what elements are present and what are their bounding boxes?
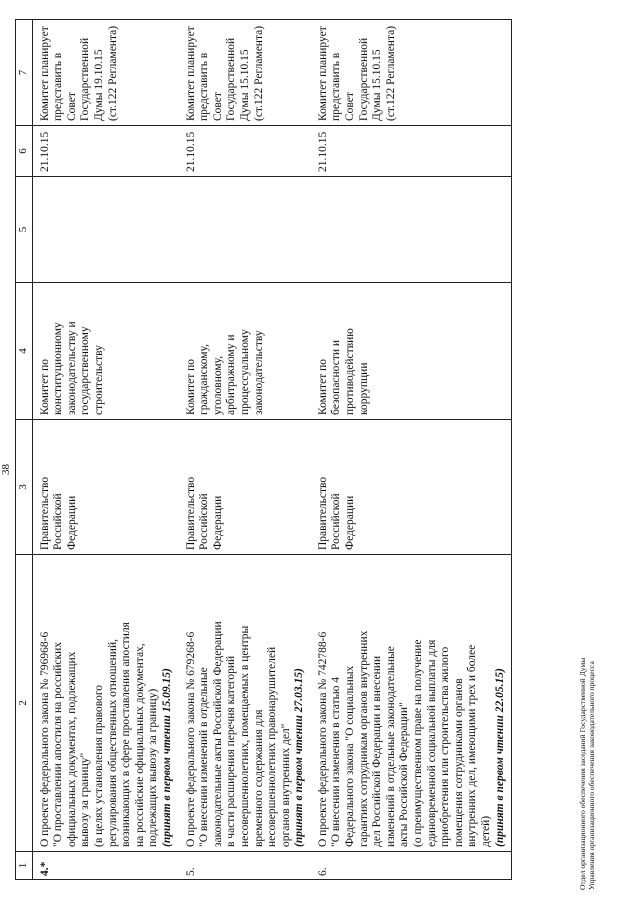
description-line: на российские официальных документах, bbox=[133, 643, 146, 847]
row-number: 4.* bbox=[32, 852, 178, 880]
first-reading-note: (принят в первом чтении 27.03.15) bbox=[293, 668, 306, 847]
header-cell: 3 bbox=[16, 420, 33, 555]
description-line: регулирования общественных отношений, bbox=[106, 639, 119, 847]
bill-description bbox=[179, 555, 311, 852]
date-cell: 21.10.15 bbox=[179, 126, 311, 177]
row-number: 6. bbox=[311, 852, 512, 880]
note-line: представить в Совет bbox=[52, 52, 78, 121]
committee-line: безопасности и bbox=[330, 339, 343, 415]
author-line: Федерации bbox=[211, 495, 224, 550]
author-line: Российской bbox=[198, 493, 211, 550]
note-line: представить в Совет bbox=[330, 52, 357, 121]
note-line: (ст.122 Регламента) bbox=[384, 25, 397, 121]
col5-cell bbox=[32, 177, 178, 283]
row-number: 5. bbox=[179, 852, 311, 880]
description-line: (о преимущественном праве на получение bbox=[412, 639, 425, 847]
description-line: несовершеннолетних, помещаемых в центры bbox=[238, 625, 251, 847]
author-line: Правительство bbox=[184, 476, 197, 550]
author-line: Правительство bbox=[316, 476, 329, 550]
col5-cell bbox=[311, 177, 512, 283]
author-line: Федерации bbox=[65, 495, 78, 550]
bill-description bbox=[32, 555, 178, 852]
description-line: единовременной социальной выплаты для bbox=[425, 639, 438, 847]
committee bbox=[311, 283, 512, 420]
note-line: Комитет планирует bbox=[316, 26, 329, 121]
note-cell bbox=[311, 20, 512, 126]
footer-line: Отдел организационного обеспечения заседаний Государственной Думы bbox=[578, 657, 587, 890]
committee bbox=[179, 283, 311, 420]
note-line: Государственной bbox=[357, 37, 370, 121]
header-row bbox=[16, 20, 33, 880]
committee-line: Комитет по bbox=[38, 359, 51, 415]
col5-cell bbox=[179, 177, 311, 283]
author-line: Российской bbox=[330, 493, 343, 550]
description-line: приобретения или строительства жилого bbox=[439, 646, 452, 847]
first-reading-note: (принят в первом чтении 15.09.15) bbox=[160, 668, 173, 847]
header-cell: 1 bbox=[16, 852, 33, 880]
committee-line: государственному bbox=[79, 326, 92, 415]
description-line: О проекте федерального закона № 679268-6 bbox=[184, 631, 197, 847]
description-line: помещения сотрудниками органов bbox=[452, 678, 465, 847]
header-cell: 5 bbox=[16, 177, 33, 283]
note-line: представить в Совет bbox=[198, 52, 224, 121]
description-line: вывозу за границу" bbox=[79, 752, 92, 847]
footer-line: Управления организационного обеспечения законодательного процесса bbox=[587, 661, 596, 890]
date-cell: 21.10.15 bbox=[32, 126, 178, 177]
committee bbox=[32, 283, 178, 420]
author-line: Федерации bbox=[344, 495, 357, 550]
committee-line: уголовному, bbox=[211, 355, 224, 415]
committee-line: процессуальному bbox=[238, 329, 251, 415]
description-line: О проекте федерального закона № 796968-6 bbox=[38, 631, 51, 847]
header-cell: 4 bbox=[16, 283, 33, 420]
header-cell: 7 bbox=[16, 20, 33, 126]
footer bbox=[578, 658, 596, 890]
description-line: (в целях установления правового bbox=[92, 684, 105, 847]
description-line: подлежащих вывозу за границу) bbox=[147, 688, 160, 847]
description-line: гарантиях сотрудникам органов внутренних bbox=[357, 630, 370, 847]
description-line: "О внесении изменений в отдельные bbox=[198, 667, 211, 847]
description-line: несовершеннолетних правонарушителей bbox=[266, 646, 279, 847]
note-line: (ст.122 Регламента) bbox=[252, 25, 265, 121]
committee-line: законодательству и bbox=[65, 321, 78, 415]
description-line: органов внутренних дел" bbox=[279, 723, 292, 847]
description-line: официальных документах, подлежащих bbox=[65, 651, 78, 847]
note-line: Думы 19.10.15 bbox=[92, 49, 105, 121]
note-line: Комитет планирует bbox=[38, 26, 51, 121]
author-line: Правительство bbox=[38, 476, 51, 550]
description-line: детей) bbox=[480, 815, 492, 847]
committee-line: коррупции bbox=[357, 362, 370, 415]
committee-line: Комитет по bbox=[316, 359, 329, 415]
bill-description bbox=[311, 555, 512, 852]
committee-line: строительству bbox=[92, 345, 105, 415]
page-number: 38 bbox=[0, 464, 12, 475]
note-line: Думы 15.10.15 bbox=[238, 49, 251, 121]
description-line: возникающих в сфере проставления апостиля bbox=[120, 622, 133, 847]
description-line: акты Российской Федерации" bbox=[398, 702, 411, 847]
table-row bbox=[32, 20, 178, 880]
committee-line: законодательству bbox=[252, 330, 265, 415]
description-line: внутренних дел, имеющими трех и более bbox=[466, 644, 479, 847]
description-line: "О внесении изменения в статью 4 bbox=[330, 676, 343, 847]
note-line: Государственной bbox=[79, 37, 92, 121]
description-line: в части расширения перечня категорий bbox=[225, 655, 238, 847]
bill-author bbox=[179, 420, 311, 555]
author-line: Российской bbox=[52, 493, 65, 550]
first-reading-note: (принят в первом чтении 22.05.15) bbox=[493, 668, 506, 847]
note-line: Государственной bbox=[225, 37, 238, 121]
committee-line: Комитет по bbox=[184, 359, 197, 415]
description-line: законодательные акты Российской Федерации bbox=[211, 621, 224, 847]
table-row bbox=[179, 20, 311, 880]
committee-line: арбитражному и bbox=[225, 334, 238, 415]
table-row bbox=[311, 20, 512, 880]
bill-author bbox=[311, 420, 512, 555]
date-cell: 21.10.15 bbox=[311, 126, 512, 177]
description-line: дел Российской Федерации и внесении bbox=[371, 655, 384, 847]
note-cell bbox=[32, 20, 178, 126]
description-line: "О проставлении апостиля на российских bbox=[52, 641, 65, 847]
bills-table bbox=[15, 19, 512, 880]
description-line: изменений в отдельные законодательные bbox=[384, 646, 397, 847]
note-line: Комитет планирует bbox=[184, 26, 197, 121]
committee-line: противодействию bbox=[344, 328, 357, 415]
header-cell: 6 bbox=[16, 126, 33, 177]
note-line: (ст.122 Регламента) bbox=[106, 25, 119, 121]
description-line: Федерального закона "О социальных bbox=[344, 665, 357, 847]
description-line: временного содержания для bbox=[252, 709, 265, 847]
committee-line: конституционному bbox=[52, 322, 65, 415]
note-line: Думы 15.10.15 bbox=[371, 49, 384, 121]
bill-author bbox=[32, 420, 178, 555]
header-cell: 2 bbox=[16, 555, 33, 852]
description-line: О проекте федерального закона № 742788-6 bbox=[316, 631, 329, 847]
committee-line: гражданскому, bbox=[198, 343, 211, 415]
note-cell bbox=[179, 20, 311, 126]
